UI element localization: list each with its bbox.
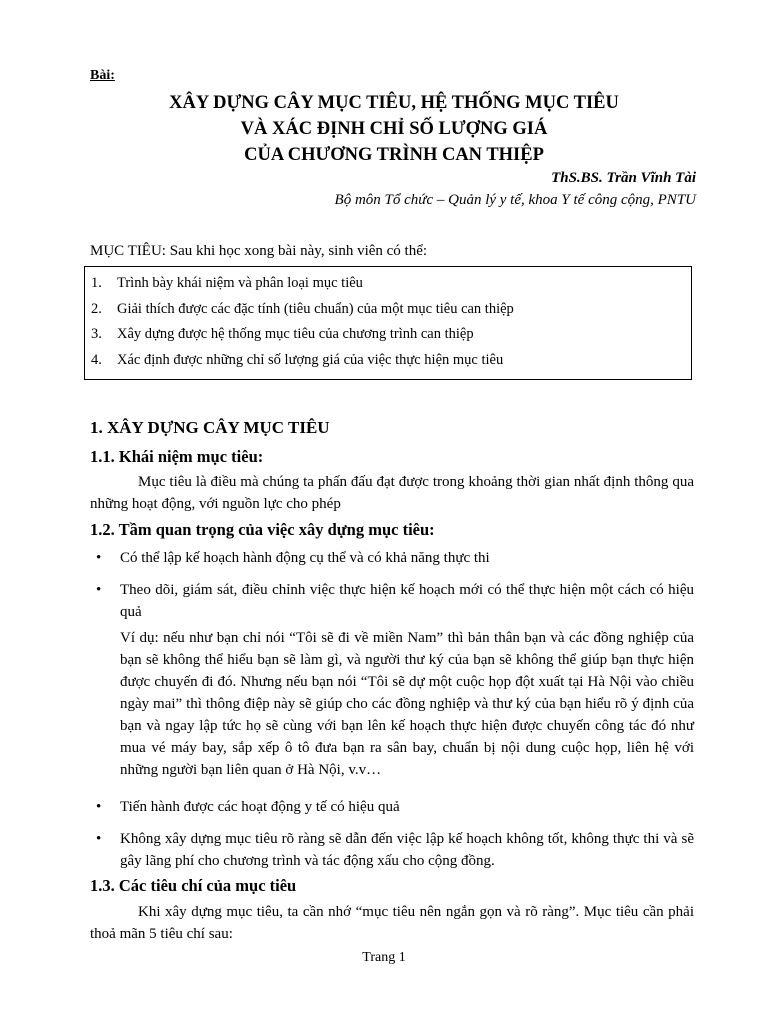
section-1-heading: 1. XÂY DỰNG CÂY MỤC TIÊU <box>90 418 330 437</box>
bullet-text: Có thể lập kế hoạch hành động cụ thể và có khả năng thực thi <box>120 550 490 566</box>
objective-text: Xác định được những chỉ số lượng giá của việc thực hiện mục tiêu <box>117 351 504 368</box>
objective-item <box>91 322 685 348</box>
objective-number: 2. <box>91 300 102 317</box>
importance-bullets-a <box>90 547 694 623</box>
author-name: ThS.BS. Trần Vĩnh Tài <box>551 170 696 186</box>
title-line-1: XÂY DỰNG CÂY MỤC TIÊU, HỆ THỐNG MỤC TIÊU <box>169 93 619 113</box>
objective-item <box>91 348 685 374</box>
author-affiliation: Bộ môn Tổ chức – Quản lý y tế, khoa Y tế công cộng, PNTU <box>334 192 696 208</box>
section-1-3-heading: 1.3. Các tiêu chí của mục tiêu <box>90 876 297 895</box>
page-number: Trang 1 <box>362 950 406 965</box>
bullet-item <box>90 828 694 872</box>
objective-text: Trình bày khái niệm và phân loại mục tiêu <box>117 275 363 291</box>
objectives-list <box>91 271 685 373</box>
example-paragraph: Ví dụ: nếu như bạn chỉ nói “Tôi sẽ đi về miền Nam” thì bản thân bạn và các đồng nghiệp của bạn sẽ không thể hiểu bạn sẽ làm gì, và người thư ký của bạn sẽ không thể giúp bạn thực hiện được chuyến đi đó. Nhưng nếu bạn nói “Tôi sẽ dự một cuộc họp đột xuất tại Hà Nội vào chiều ngày mai” thì thông điệp này sẽ giúp cho các đồng nghiệp và thư ký của bạn hiểu rõ ý định của bạn và ngay lập tức họ sẽ cùng với bạn lên kế hoạch thực hiện được chuyến công tác đó như mua vé máy bay, sắp xếp ô tô đưa bạn ra sân bay, chuẩn bị nội dung cuộc họp, liên hệ với những người bạn liên quan ở Hà Nội, v.v… <box>120 630 694 778</box>
document-title <box>60 90 728 168</box>
objective-number: 3. <box>91 326 102 342</box>
bullet-text: Không xây dựng mục tiêu rõ ràng sẽ dẫn đến việc lập kế hoạch không tốt, không thực thi và sẽ gây lãng phí cho chương trình và tác động xấu cho cộng đồng. <box>120 831 694 869</box>
title-line-3: CỦA CHƯƠNG TRÌNH CAN THIỆP <box>244 145 544 165</box>
bullet-dot-icon: • <box>96 831 102 847</box>
bullet-text: Theo dõi, giám sát, điều chỉnh việc thực hiện kế hoạch mới có thể thực hiện một cách có hiệu quả <box>120 582 694 620</box>
lesson-label: Bài: <box>90 68 115 83</box>
bullet-text: Tiến hành được các hoạt động y tế có hiệu quả <box>120 799 400 815</box>
section-1-1-heading: 1.1. Khái niệm mục tiêu: <box>90 447 264 466</box>
objectives-intro-text: Sau khi học xong bài này, sinh viên có thể: <box>165 243 428 259</box>
bullet-item <box>90 579 694 623</box>
bullet-dot-icon: • <box>96 799 102 815</box>
objective-number: 4. <box>91 351 102 368</box>
objective-text: Giải thích được các đặc tính (tiêu chuẩn) của một mục tiêu can thiệp <box>117 300 514 317</box>
objective-item <box>91 297 685 323</box>
title-line-2: VÀ XÁC ĐỊNH CHỈ SỐ LƯỢNG GIÁ <box>240 119 548 139</box>
bullet-dot-icon: • <box>96 582 102 598</box>
importance-bullets-b <box>90 796 694 872</box>
objective-number: 1. <box>91 275 102 291</box>
bullet-item <box>90 796 694 818</box>
objectives-label: MỤC TIÊU: <box>90 243 166 259</box>
section-1-3-paragraph: Khi xây dựng mục tiêu, ta cần nhớ “mục tiêu nên ngắn gọn và rõ ràng”. Mục tiêu cần phải thoả mãn 5 tiêu chí sau: <box>90 904 694 942</box>
objectives-intro <box>90 243 427 260</box>
objectives-box <box>84 266 692 380</box>
bullet-dot-icon: • <box>96 550 102 566</box>
objective-text: Xây dựng được hệ thống mục tiêu của chương trình can thiệp <box>117 326 474 342</box>
section-1-1-paragraph: Mục tiêu là điều mà chúng ta phấn đấu đạt được trong khoảng thời gian nhất định thông qua những hoạt động, với nguồn lực cho phép <box>90 474 694 512</box>
objective-item <box>91 271 685 297</box>
section-1-2-heading: 1.2. Tầm quan trọng của việc xây dựng mục tiêu: <box>90 520 435 539</box>
bullet-item <box>90 547 694 569</box>
